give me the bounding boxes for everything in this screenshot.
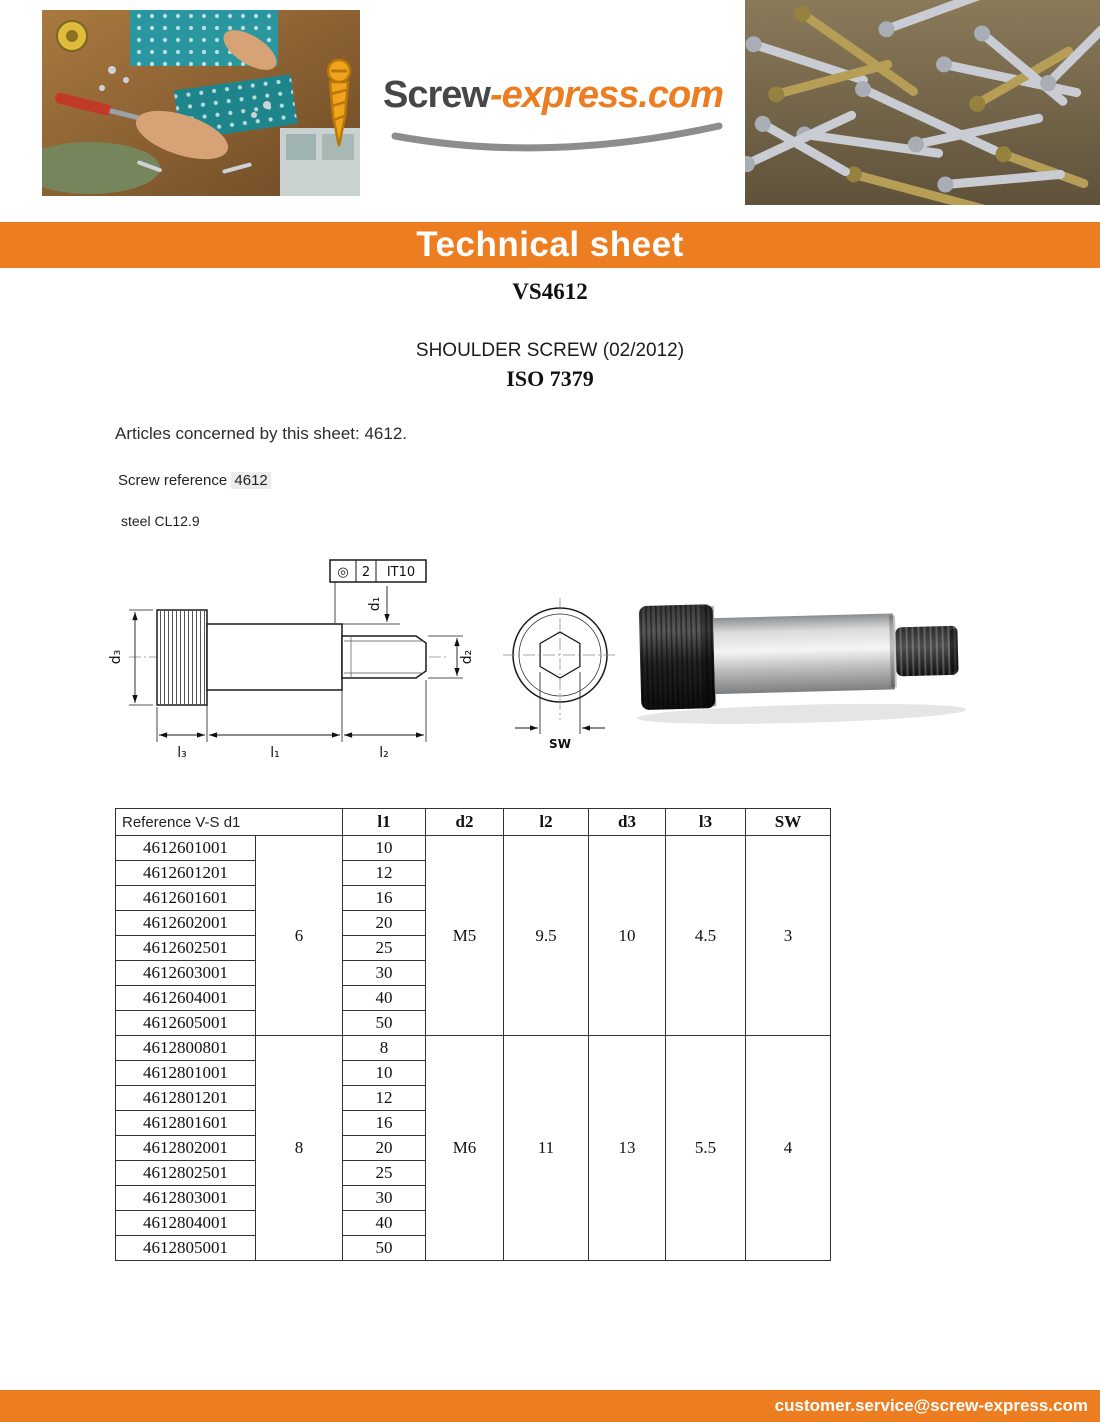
reference-cell: 4612601601 [116,886,256,911]
l1-cell: 16 [343,1111,426,1136]
col-header-sw: SW [746,809,831,836]
reference-cell: 4612602001 [116,911,256,936]
dim-label-sw: SW [549,737,571,751]
footer-email: customer.service@screw-express.com [774,1396,1088,1415]
spec-table-body [116,836,831,1261]
d3-cell: 13 [589,1036,666,1261]
screws-photo [745,0,1100,205]
l1-cell: 25 [343,1161,426,1186]
screw-reference-line [118,472,271,489]
reference-cell: 4612800801 [116,1036,256,1061]
l3-cell: 5.5 [666,1036,746,1261]
tolerance-grade: IT10 [386,565,416,580]
d2-cell: M5 [426,836,504,1036]
l1-cell: 10 [343,1061,426,1086]
table-header-row [116,809,831,836]
screw-reference-label: Screw reference [118,472,228,489]
material-line: steel CL12.9 [121,513,200,529]
dim-label-d3: d₃ [108,649,124,665]
l2-cell: 11 [504,1036,589,1261]
sw-cell: 3 [746,836,831,1036]
l2-cell: 9.5 [504,836,589,1036]
doc-subtitle: SHOULDER SCREW (02/2012) [415,340,685,361]
spec-table [115,808,831,1261]
l1-cell: 16 [343,886,426,911]
d1-cell: 8 [256,1036,343,1261]
l1-cell: 50 [343,1236,426,1261]
col-header-l3: l3 [666,809,746,836]
product-photo [634,598,967,728]
tolerance-datum: 2 [361,565,371,580]
l1-cell: 50 [343,1011,426,1036]
l1-cell: 20 [343,1136,426,1161]
doc-standard: ISO 7379 [506,366,594,391]
l1-cell: 25 [343,936,426,961]
technical-drawing [95,552,1005,764]
logo-part2: -express.com [489,74,723,116]
reference-cell: 4612605001 [116,1011,256,1036]
screw-clipart [316,58,362,150]
table-row [116,836,831,861]
l3-cell: 4.5 [666,836,746,1036]
banner-title: Technical sheet [416,225,684,264]
col-header-l1: l1 [343,809,426,836]
d1-cell: 6 [256,836,343,1036]
tolerance-callout [330,560,426,623]
screw-reference-value: 4612 [231,472,270,489]
logo-swoosh [387,122,727,162]
reference-cell: 4612802001 [116,1136,256,1161]
tolerance-symbol: ◎ [337,565,349,580]
l1-cell: 20 [343,911,426,936]
title-banner [0,222,1100,268]
reference-cell: 4612604001 [116,986,256,1011]
reference-cell: 4612601001 [116,836,256,861]
reference-cell: 4612804001 [116,1211,256,1236]
logo-text [383,74,733,117]
logo-part1: Screw [383,74,490,116]
reference-cell: 4612603001 [116,961,256,986]
dim-label-d2: d₂ [459,649,475,665]
reference-cell: 4612801601 [116,1111,256,1136]
l1-cell: 12 [343,861,426,886]
workbench-photo [42,10,360,196]
dim-label-d1: d₁ [367,596,383,612]
reference-cell: 4612801001 [116,1061,256,1086]
col-header-d2: d2 [426,809,504,836]
col-header-l2: l2 [504,809,589,836]
footer-bar [0,1390,1100,1422]
l1-cell: 40 [343,986,426,1011]
l1-cell: 12 [343,1086,426,1111]
l1-cell: 10 [343,836,426,861]
l1-cell: 8 [343,1036,426,1061]
dim-label-l1: l₁ [270,745,280,761]
reference-cell: 4612602501 [116,936,256,961]
logo [383,74,733,170]
sw-cell: 4 [746,1036,831,1261]
table-row [116,1036,831,1061]
col-header-d3: d3 [589,809,666,836]
articles-line: Articles concerned by this sheet: 4612. [115,424,407,443]
reference-cell: 4612805001 [116,1236,256,1261]
reference-cell: 4612801201 [116,1086,256,1111]
doc-code: VS4612 [512,279,588,304]
dim-label-l2: l₂ [379,745,389,761]
col-header-reference: Reference V-S d1 [116,809,343,836]
dim-label-l3: l₃ [177,745,187,761]
d2-cell: M6 [426,1036,504,1261]
reference-cell: 4612803001 [116,1186,256,1211]
d3-cell: 10 [589,836,666,1036]
l1-cell: 40 [343,1211,426,1236]
l1-cell: 30 [343,961,426,986]
reference-cell: 4612802501 [116,1161,256,1186]
reference-cell: 4612601201 [116,861,256,886]
l1-cell: 30 [343,1186,426,1211]
